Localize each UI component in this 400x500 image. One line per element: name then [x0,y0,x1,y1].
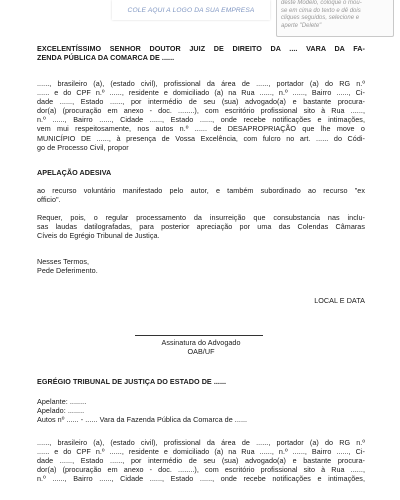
note-line: aperte "Delete" [281,22,322,29]
text-line: go de Processo Civil, propor [37,142,129,152]
text-line: ......, brasileiro (a), (estado civil), profissional da área de ......, portador (a) do RG n.º [37,79,365,88]
addressee-line: ZENDA PÚBLICA DA COMARCA DE ...... [37,53,175,63]
text-line: Cíveis do Egrégio Tribunal de Justiça. [37,231,160,241]
text-line: vem mui respeitosamente, nos autos n.º ...... de DESAPROPRIAÇÃO que lhe move o [37,124,365,134]
logo-placeholder-text: COLE AQUI A LOGO DA SUA EMPRESA [127,6,255,14]
logo-placeholder[interactable] [112,0,270,20]
text-line: dor(a) (procuração em anexo - doc. ........), com escritório profissional sito à Rua ......, [37,106,365,116]
note-line: cliques seguidos, selecione e [281,15,360,22]
template-header [0,0,400,29]
appeal-paragraph [37,186,365,204]
section-title: APELAÇÃO ADESIVA [37,168,112,177]
text-line: dade ......, Estado ......, por intermédio de seu (sua) advogado(a) e bastante procura- [37,97,365,107]
text-line: officio". [37,195,61,205]
text-line: Requer, pois, o regular processamento da insurreição que consubstancia nas inclu- [37,213,365,222]
request-paragraph [37,213,365,240]
text-line: ...... e do CPF n.º ......, residente e domiciliado (a) na Rua ......, n.º ......, Bairro ......, Ci- [37,447,365,457]
intro-paragraph [37,79,365,152]
closing-line: Pede Deferimento. [37,266,98,276]
appellee: Apelado: ........ [37,406,85,416]
text-line: dade ......, Estado ......, por intermédio de seu (sua) advogado(a) e bastante procura- [37,456,365,466]
signature-label: Assinatura do Advogado [161,338,241,347]
case-reference: Autos nº ...... - ...... Vara da Fazenda Pública da Comarca de ...... [37,415,248,425]
text-line: ...... e do CPF n.º ......, residente e domiciliado (a) na Rua ......, n.º ......, Bairro ......, Ci- [37,88,365,98]
text-line: MUNICÍPIO DE ......, à presença de Vossa Excelência, com fulcro no art. ...... do Códi- [37,133,365,143]
text-line: sas laudas datilografadas, para posterior apreciação por uma das Colendas Câmaras [37,222,365,232]
court-title: EGRÉGIO TRIBUNAL DE JUSTIÇA DO ESTADO DE ...... [37,377,227,386]
note-line: deste Modelo, coloque o mou- [281,0,362,6]
addressee-line: EXCELENTÍSSIMO SENHOR DOUTOR JUIZ DE DIREITO DA .... VARA DA FA- [37,44,365,53]
instruction-note [276,0,394,37]
signature-oab: OAB/UF [187,347,215,357]
signature-line [135,335,263,336]
addressee [37,44,365,62]
court-intro-paragraph [37,438,365,483]
text-line: dor(a) (procuração em anexo - doc. ........), com escritório profissional sito à Rua ......, [37,465,365,475]
appellant: Apelante: ........ [37,397,87,406]
signature-block [37,338,365,356]
text-line: n.º ......, Bairro ......, Cidade ......, Estado ......, onde recebe notificações e intimações, [37,474,365,484]
text-line: n.º ......, Bairro ......, Cidade ......, Estado ......, onde recebe notificações e intimações, [37,115,365,125]
closing-line: Nesses Termos, [37,257,90,266]
text-line: ao recurso voluntário manifestado pelo autor, e também subordinado ao recurso "ex [37,186,365,195]
text-line: ......, brasileiro (a), (estado civil), profissional da área de ......, portador (a) do RG n.º [37,438,365,447]
closing [37,257,365,275]
place-date: LOCAL E DATA [314,296,365,305]
note-line: se em cima do texto e dê dois [281,7,361,14]
parties [37,397,365,424]
